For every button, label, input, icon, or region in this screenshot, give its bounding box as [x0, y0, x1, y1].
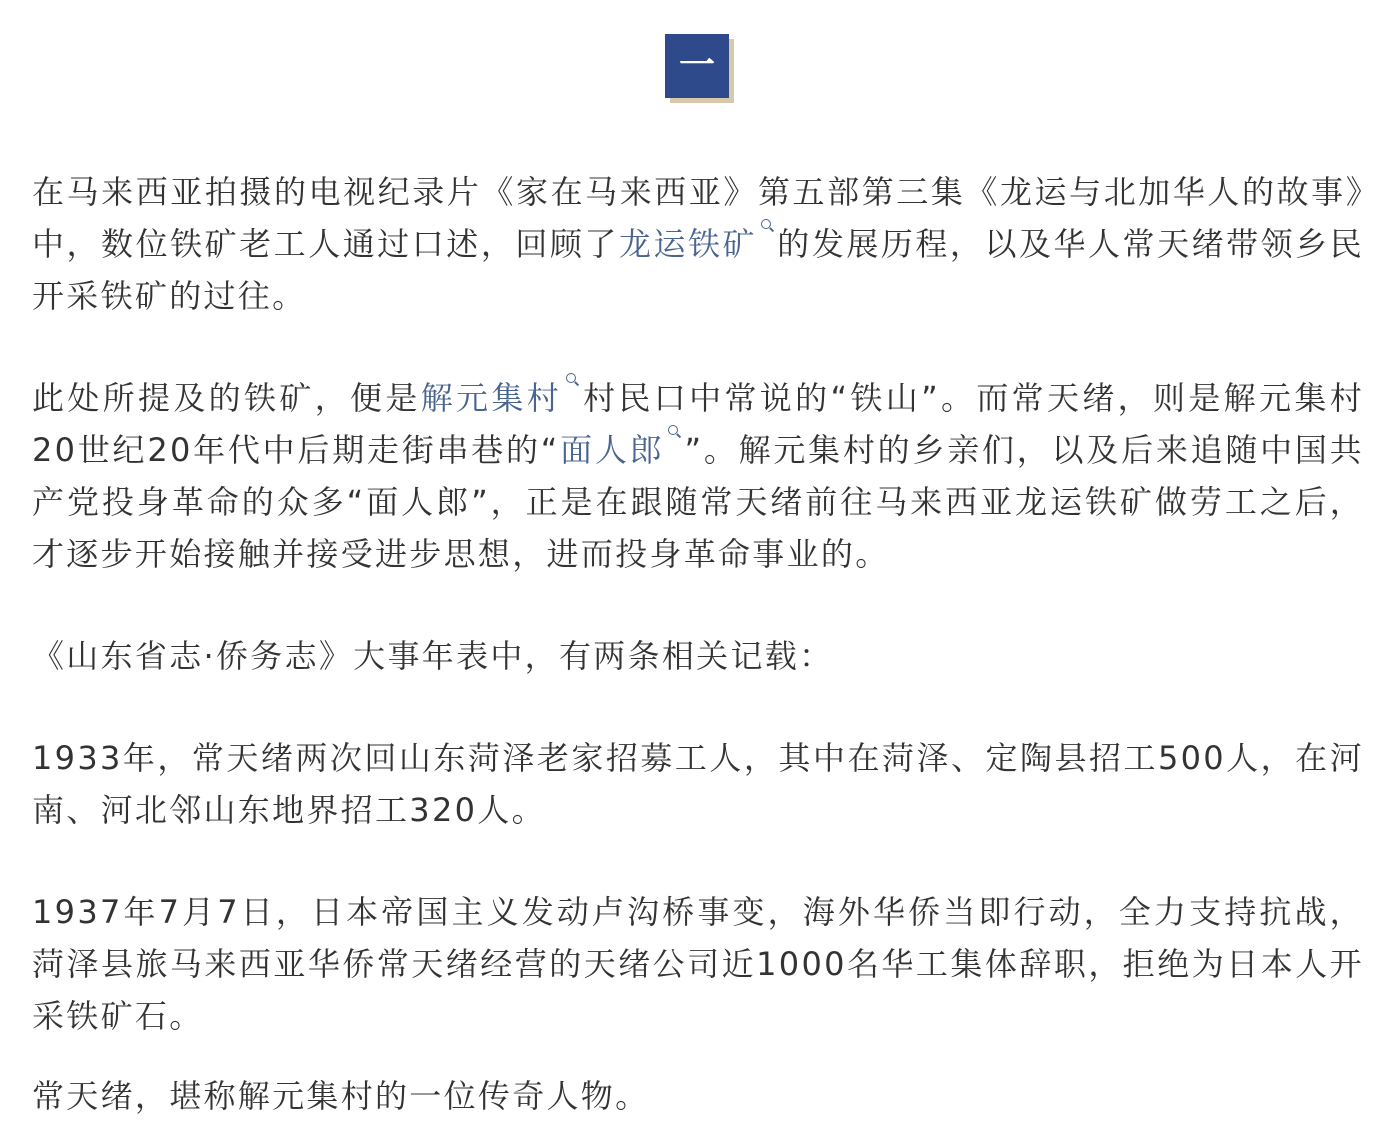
search-icon[interactable]: [761, 219, 775, 233]
paragraph-3: 《山东省志·侨务志》大事年表中，有两条相关记载：: [32, 637, 834, 675]
link-jieyuanji-village[interactable]: 解元集村: [420, 379, 563, 417]
paragraph-1: [32, 166, 1364, 322]
badge-label: 一: [665, 34, 729, 98]
search-icon[interactable]: [566, 373, 580, 387]
paragraph-2-text-c: ”。解元集村的乡亲们，以及后来追随中国共产党投身革命的众多“面人郎”，正是在跟随常天绪前往马来西亚龙运铁矿做劳工之后，才逐步开始接触并接受进步思想，进而投身革命事业的。: [32, 431, 1364, 573]
paragraph-2: [32, 372, 1364, 580]
link-longyun-iron-mine[interactable]: 龙运铁矿: [618, 225, 758, 263]
paragraph-5: 1937年7月7日，日本帝国主义发动卢沟桥事变，海外华侨当即行动，全力支持抗战，菏泽县旅马来西亚华侨常天绪经营的天绪公司近1000名华工集体辞职，拒绝为日本人开采铁矿石。: [32, 893, 1364, 1035]
paragraph-4: 1933年，常天绪两次回山东菏泽老家招募工人，其中在菏泽、定陶县招工500人，在河南、河北邻山东地界招工320人。: [32, 739, 1364, 829]
paragraph-1-text-b: 的发展历程，以及华人常天绪带领乡民开采铁矿的过往。: [32, 225, 1365, 315]
article-body: [32, 166, 1364, 1122]
section-number-badge: [665, 34, 735, 104]
paragraph-1-text-a: 在马来西亚拍摄的电视纪录片《家在马来西亚》第五部第三集《龙运与北加华人的故事》中，数位铁矿老工人通过口述，回顾了: [32, 173, 1364, 263]
paragraph-2-text-a: 此处所提及的铁矿，便是: [32, 379, 421, 417]
link-mianrenlang[interactable]: 面人郎: [559, 431, 665, 469]
paragraph-6: 常天绪，堪称解元集村的一位传奇人物。: [32, 1077, 650, 1115]
paragraph-2-text-b: 村民口中常说的“铁山”。而常天绪，则是解元集村20世纪20年代中后期走街串巷的“: [32, 379, 1364, 469]
search-icon[interactable]: [668, 425, 682, 439]
